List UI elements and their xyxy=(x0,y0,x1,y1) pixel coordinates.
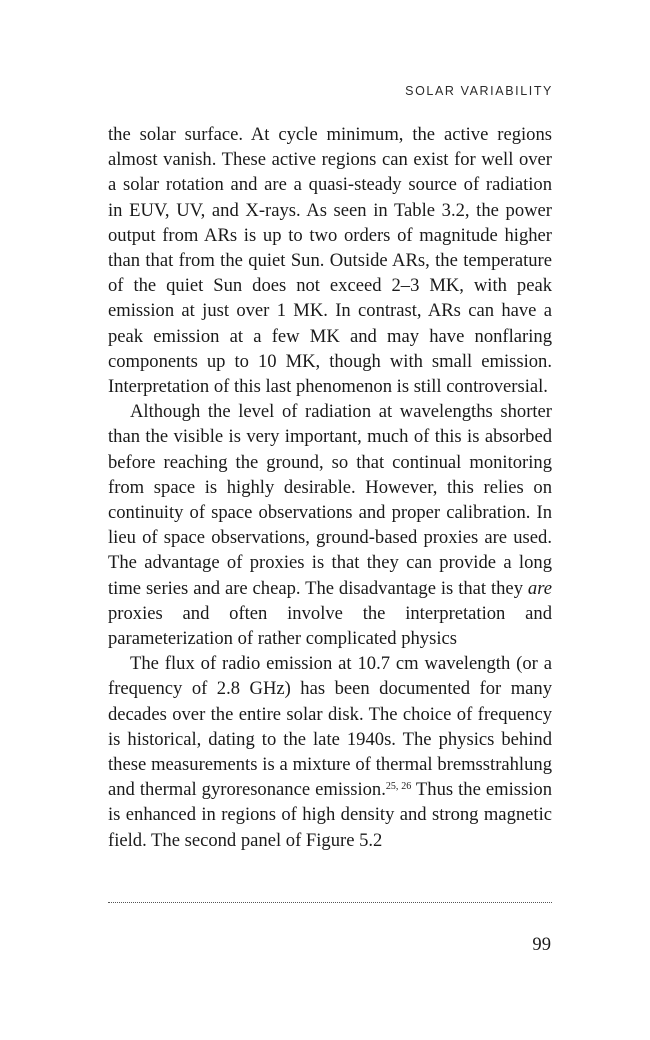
citation-superscript: 25, 26 xyxy=(385,781,412,793)
paragraph-2-text: Although the level of radiation at wavelengths shorter than the visible is very important, much of this is absorbed before reaching the ground, so that continual monitoring from space is highly desirable. However, this relies on continuity of space observations and proper calibration. In lieu of space observations, ground-based proxies are used. The advantage of proxies is that they can provide a long time series and are cheap. The disadvantage is that they xyxy=(108,401,552,599)
body-text xyxy=(108,122,552,853)
paragraph-3-text: The flux of radio emission at 10.7 cm wavelength (or a frequency of 2.8 GHz) has been documented for many decades over the entire solar disk. The choice of frequency is historical, dating to the late 1940s. The physics behind these measurements is a mixture of thermal bremsstrahlung and thermal gyroresonance emission. xyxy=(108,653,552,801)
paragraph-1: the solar surface. At cycle minimum, the active regions almost vanish. These active regions can exist for well over a solar rotation and are a quasi-steady source of radiation in EUV, UV, and X-rays. As seen in Table 3.2, the power output from ARs is up to two orders of magnitude higher than that from the quiet Sun. Outside ARs, the temperature of the quiet Sun does not exceed 2–3 MK, with peak emission at just over 1 MK. In contrast, ARs can have a peak emission at a few MK and may have nonflaring components up to 10 MK, though with small emission. Interpretation of this last phenomenon is still controversial. xyxy=(108,124,552,398)
page-number: 99 xyxy=(532,934,551,955)
paragraph-2 xyxy=(108,399,552,651)
paragraph-2-text-end: proxies and often involve the interpretation and parameterization of rather complicated physics xyxy=(108,602,552,650)
running-head: SOLAR VARIABILITY xyxy=(405,84,553,98)
emphasis-are: are xyxy=(527,577,552,599)
paragraph-3 xyxy=(108,651,552,853)
footer-dotted-rule xyxy=(108,902,552,903)
paragraph-3-text-end: Thus the emission is enhanced in regions of high density and strong magnetic field. The second panel of Figure 5.2 xyxy=(108,779,552,851)
